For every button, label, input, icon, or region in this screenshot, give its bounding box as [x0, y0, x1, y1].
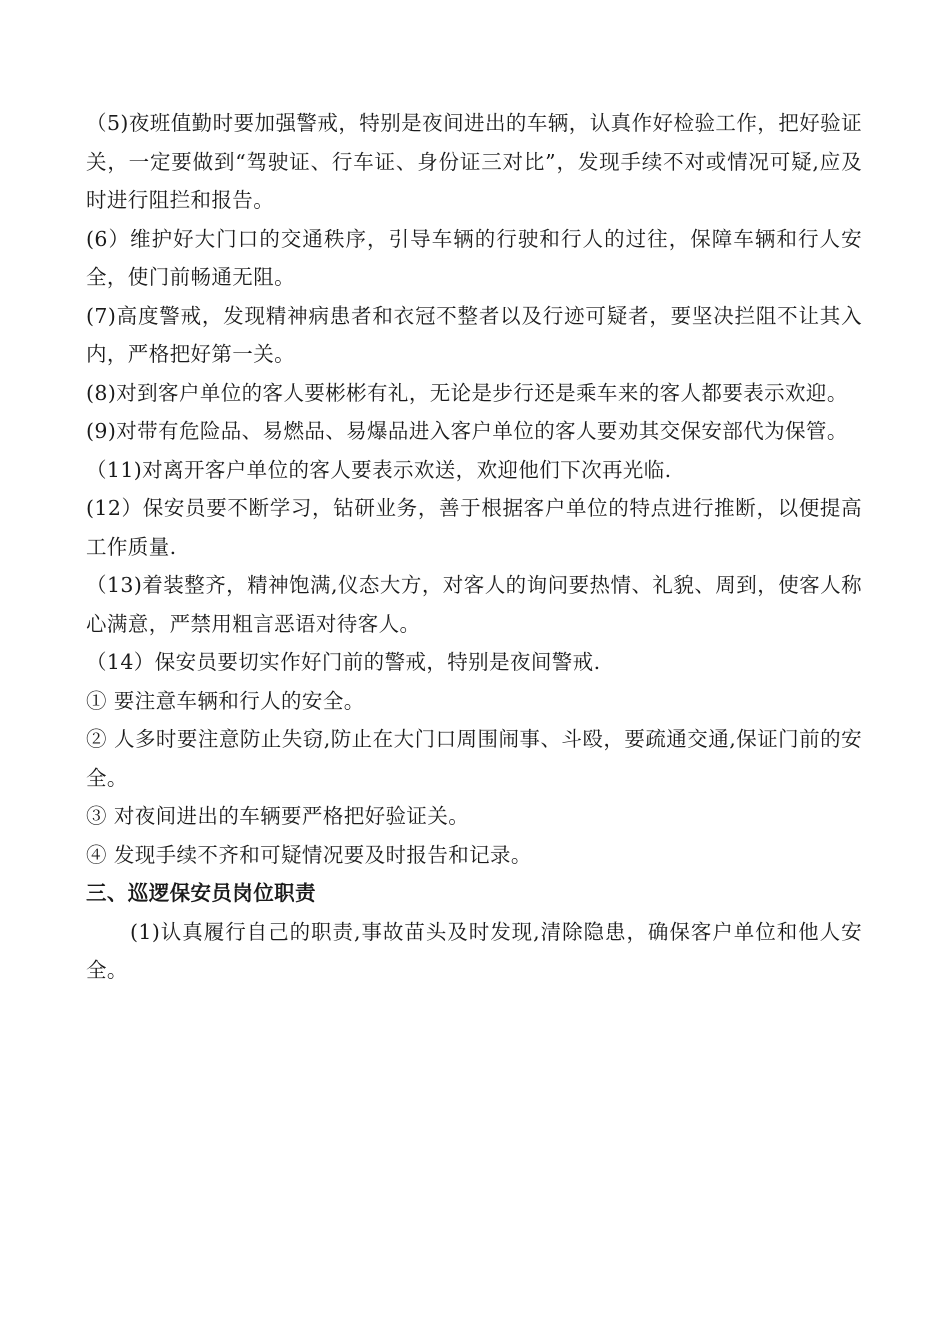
list-item-2: ② 人多时要注意防止失窃,防止在大门口周围闹事、斗殴，要疏通交通,保证门前的安全。 [86, 727, 862, 790]
document-body [86, 104, 862, 990]
paragraph-dangerous-goods: (9)对带有危险品、易燃品、易爆品进入客户单位的客人要劝其交保安部代为保管。 [86, 419, 848, 443]
paragraph-traffic-order: (6）维护好大门口的交通秩序，引导车辆的行驶和行人的过往，保障车辆和行人安全，使门前畅通无阻。 [86, 226, 862, 289]
paragraph-high-alert: (7)高度警戒，发现精神病患者和衣冠不整者以及行迹可疑者，要坚决拦阻不让其入内，严格把好第一关。 [86, 303, 862, 366]
paragraph-study: (12）保安员要不断学习，钻研业务，善于根据客户单位的特点进行推断，以便提高工作质量. [86, 496, 862, 559]
list-item-4: ④ 发现手续不齐和可疑情况要及时报告和记录。 [86, 842, 532, 867]
list-item-1: ① 要注意车辆和行人的安全。 [86, 688, 365, 713]
paragraph-farewell: （11)对离开客户单位的客人要表示欢送，欢迎他们下次再光临. [86, 457, 672, 482]
section-heading: 三、巡逻保安员岗位职责 [86, 881, 316, 905]
paragraph-courtesy: (8)对到客户单位的客人要彬彬有礼，无论是步行还是乘车来的客人都要表示欢迎。 [86, 380, 848, 405]
paragraph-patrol-duty: (1)认真履行自己的职责,事故苗头及时发现,清除隐患，确保客户单位和他人安全。 [86, 919, 862, 982]
paragraph-night-duty: （5)夜班值勤时要加强警戒，特别是夜间进出的车辆，认真作好检验工作，把好验证关，一定要做到“驾驶证、行车证、身份证三对比”，发现手续不对或情况可疑,应及时进行阻拦和报告。 [86, 111, 862, 212]
paragraph-appearance: （13)着装整齐，精神饱满,仪态大方，对客人的询问要热情、礼貌、周到，使客人称心满意，严禁用粗言恶语对待客人。 [86, 573, 862, 636]
paragraph-gate-alert: （14）保安员要切实作好门前的警戒，特别是夜间警戒. [86, 650, 601, 674]
list-item-3: ③ 对夜间进出的车辆要严格把好验证关。 [86, 804, 470, 828]
